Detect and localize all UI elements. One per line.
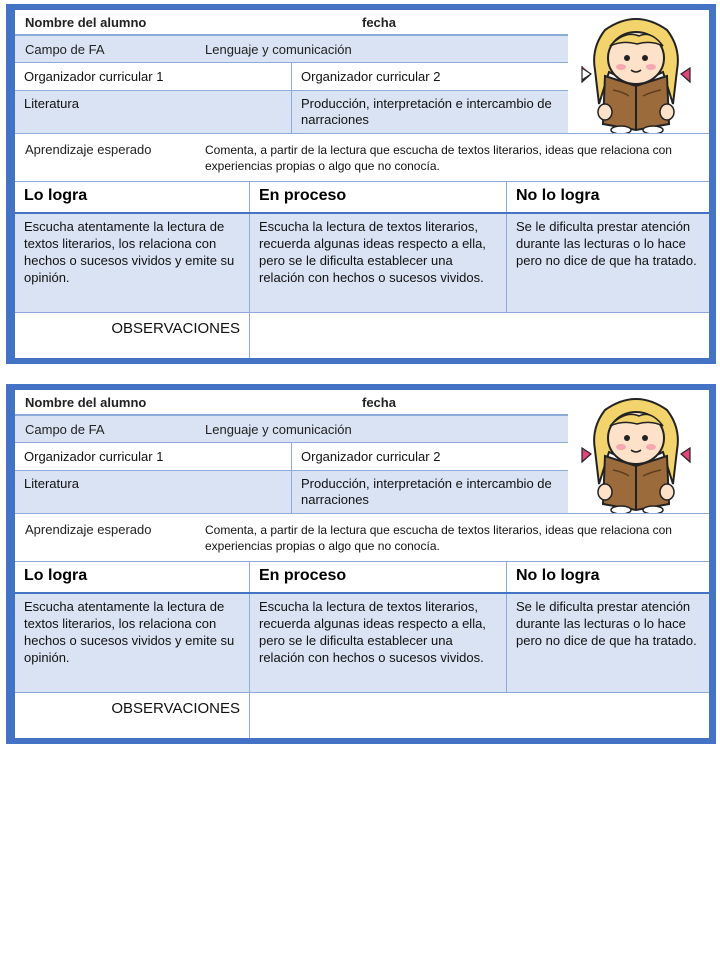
student-row xyxy=(15,390,568,415)
organizer2-value: Producción, interpretación e intercambio de narraciones xyxy=(291,471,568,513)
level-desc-not-achieved: Se le dificulta prestar atención durante las lecturas o lo hace pero no dice de que ha tratado. xyxy=(506,214,709,312)
expected-learning-value: Comenta, a partir de la lectura que escucha de textos literarios, ideas que relaciona con experiencias propias o algo que no conocía. xyxy=(205,143,672,173)
organizer-header-row xyxy=(15,63,568,91)
level-title-achieved: Lo logra xyxy=(24,567,88,584)
levels-header-row xyxy=(15,181,709,214)
student-name-label: Nombre del alumno xyxy=(25,395,147,410)
field-value: Lenguaje y comunicación xyxy=(205,42,352,57)
observations-field[interactable] xyxy=(249,693,709,738)
level-title-not-achieved: No lo logra xyxy=(506,562,709,592)
card-inner xyxy=(15,390,709,738)
level-desc-achieved: Escucha atentamente la lectura de textos literarios, los relaciona con hechos o sucesos vividos y emite su opinión. xyxy=(24,599,235,665)
evaluation-card-2 xyxy=(6,384,716,744)
observations-field[interactable] xyxy=(249,313,709,358)
level-title-achieved: Lo logra xyxy=(24,187,88,204)
girl-reading-book-icon xyxy=(565,392,707,514)
level-desc-achieved: Escucha atentamente la lectura de textos literarios, los relaciona con hechos o sucesos vividos y emite su opinión. xyxy=(24,219,235,285)
organizer-header-row xyxy=(15,443,568,471)
expected-learning-label: Aprendizaje esperado xyxy=(25,522,152,537)
observations-row xyxy=(15,312,709,358)
level-desc-in-progress: Escucha la lectura de textos literarios, recuerda algunas ideas respecto a ella, pero se le dificulta establecer una relación con hechos o sucesos vividos. xyxy=(249,594,506,692)
level-desc-not-achieved: Se le dificulta prestar atención durante las lecturas o lo hace pero no dice de que ha tratado. xyxy=(506,594,709,692)
levels-desc-row xyxy=(15,594,709,692)
date-label: fecha xyxy=(362,395,396,410)
date-label: fecha xyxy=(362,15,396,30)
level-desc-in-progress: Escucha la lectura de textos literarios, recuerda algunas ideas respecto a ella, pero se le dificulta establecer una relación con hechos o sucesos vividos. xyxy=(249,214,506,312)
organizer1-label: Organizador curricular 1 xyxy=(24,69,164,84)
field-label: Campo de FA xyxy=(25,422,105,437)
observations-label: OBSERVACIONES xyxy=(111,320,240,337)
organizer1-value: Literatura xyxy=(24,476,79,491)
student-name-label: Nombre del alumno xyxy=(25,15,147,30)
organizer1-label: Organizador curricular 1 xyxy=(24,449,164,464)
levels-desc-row xyxy=(15,214,709,312)
organizer2-value: Producción, interpretación e intercambio de narraciones xyxy=(291,91,568,133)
field-row xyxy=(15,35,568,63)
level-title-in-progress: En proceso xyxy=(249,562,506,592)
card-inner xyxy=(15,10,709,358)
expected-learning-value: Comenta, a partir de la lectura que escucha de textos literarios, ideas que relaciona con experiencias propias o algo que no conocía. xyxy=(205,523,672,553)
level-title-not-achieved: No lo logra xyxy=(506,182,709,212)
student-row xyxy=(15,10,568,35)
observations-label: OBSERVACIONES xyxy=(111,700,240,717)
level-title-in-progress: En proceso xyxy=(249,182,506,212)
expected-learning-row xyxy=(15,133,709,181)
field-row xyxy=(15,415,568,443)
field-value: Lenguaje y comunicación xyxy=(205,422,352,437)
levels-header-row xyxy=(15,561,709,594)
organizer-value-row xyxy=(15,471,568,513)
expected-learning-label: Aprendizaje esperado xyxy=(25,142,152,157)
observations-row xyxy=(15,692,709,738)
organizer2-label: Organizador curricular 2 xyxy=(291,63,568,90)
field-label: Campo de FA xyxy=(25,42,105,57)
expected-learning-row xyxy=(15,513,709,561)
organizer1-value: Literatura xyxy=(24,96,79,111)
evaluation-card-1 xyxy=(6,4,716,364)
organizer2-label: Organizador curricular 2 xyxy=(291,443,568,470)
girl-reading-book-icon xyxy=(565,12,707,134)
organizer-value-row xyxy=(15,91,568,133)
